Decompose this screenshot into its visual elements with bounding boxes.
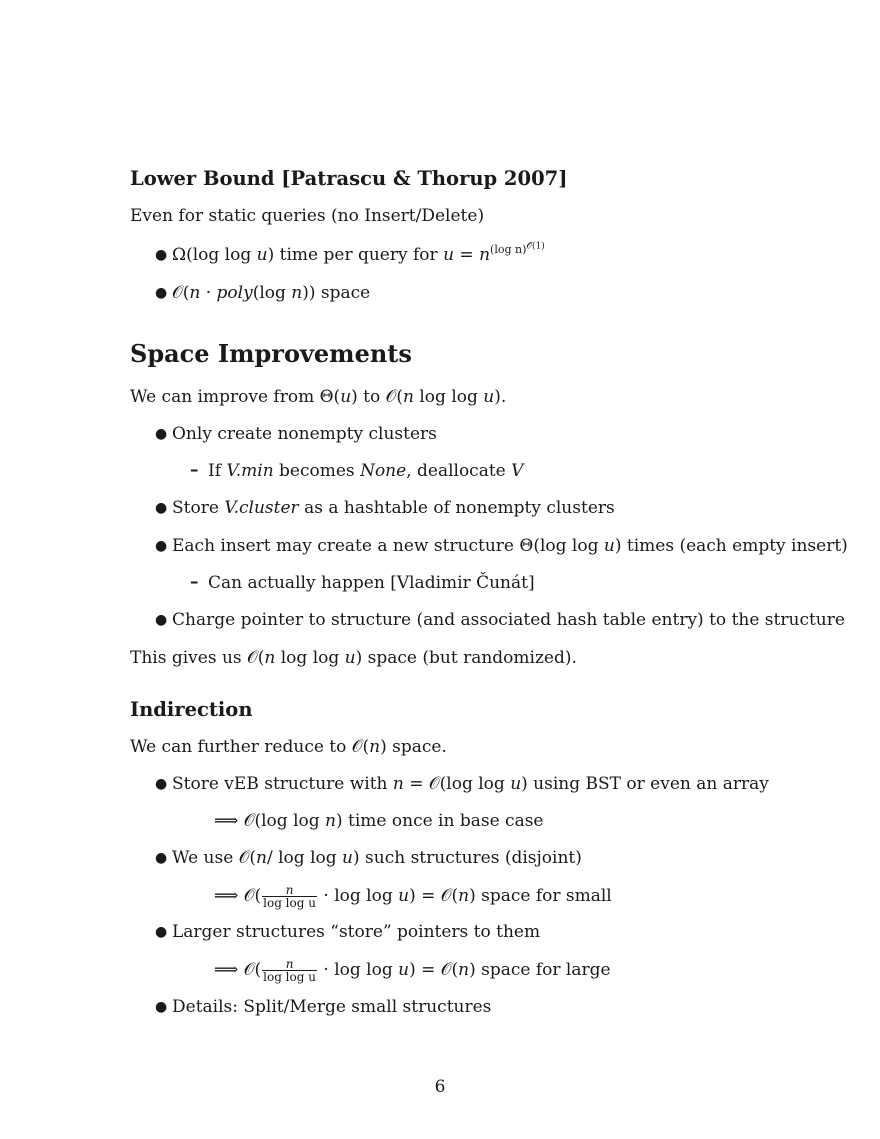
- fraction: $\frac{n}{\text{log log u}}$: [263, 883, 316, 910]
- bullet-icon: ●: [155, 776, 168, 792]
- indirection-item-1-implication: ⟹ 𝒪(log log n) time once in base case: [214, 811, 544, 831]
- fraction: $\frac{n}{\text{log log u}}$: [263, 957, 316, 984]
- indirection-item-3: Larger structures “store” pointers to them: [172, 922, 541, 942]
- page-number: 6: [434, 1077, 446, 1097]
- space-improvements-heading: Space Improvements: [130, 339, 412, 368]
- dash-icon: –: [190, 572, 199, 592]
- space-item-1: Only create nonempty clusters: [172, 424, 437, 444]
- bullet-icon: ●: [155, 924, 168, 940]
- space-item-3: Each insert may create a new structure Θ(log log u) times (each empty insert): [172, 536, 848, 556]
- bullet-icon: ●: [155, 247, 168, 263]
- space-intro: We can improve from Θ(u) to 𝒪(n log log u).: [130, 387, 507, 407]
- indirection-item-2-implication: ⟹ 𝒪( $\frac{n}{\text{log log u}}$ · log log u) = 𝒪(n) space for small: [214, 883, 612, 910]
- bullet-icon: ●: [155, 500, 168, 516]
- indirection-item-4: Details: Split/Merge small structures: [172, 997, 492, 1017]
- indirection-item-3-implication: ⟹ 𝒪( $\frac{n}{\text{log log u}}$ · log log u) = 𝒪(n) space for large: [214, 957, 611, 984]
- bullet-icon: ●: [155, 285, 168, 301]
- bullet-icon: ●: [155, 426, 168, 442]
- lower-bound-item-1: Ω(log log u) time per query for $u = n^{(log n)^{𝒪(1)}}$: [172, 241, 545, 265]
- dash-icon: –: [190, 460, 199, 480]
- bullet-icon: ●: [155, 999, 168, 1015]
- bullet-icon: ●: [155, 850, 168, 866]
- lower-bound-item-2: 𝒪(n · poly(log n)) space: [172, 283, 371, 303]
- space-item-2: Store V.cluster as a hashtable of nonempty clusters: [172, 498, 615, 518]
- space-item-3-sub: Can actually happen [Vladimir Čunát]: [208, 573, 535, 593]
- indirection-heading: Indirection: [130, 698, 253, 721]
- indirection-item-2: We use 𝒪(n/ log log u) such structures (disjoint): [172, 848, 582, 868]
- lower-bound-intro: Even for static queries (no Insert/Delete): [130, 206, 485, 226]
- bullet-icon: ●: [155, 538, 168, 554]
- bullet-icon: ●: [155, 612, 168, 628]
- lower-bound-heading: Lower Bound [Patrascu & Thorup 2007]: [130, 167, 568, 190]
- indirection-intro: We can further reduce to 𝒪(n) space.: [130, 737, 447, 757]
- space-item-1-sub: If V.min becomes None, deallocate V: [208, 461, 524, 481]
- space-outro: This gives us 𝒪(n log log u) space (but randomized).: [130, 648, 577, 668]
- space-item-4: Charge pointer to structure (and associated hash table entry) to the structure: [172, 610, 845, 630]
- indirection-item-1: Store vEB structure with n = 𝒪(log log u) using BST or even an array: [172, 774, 769, 794]
